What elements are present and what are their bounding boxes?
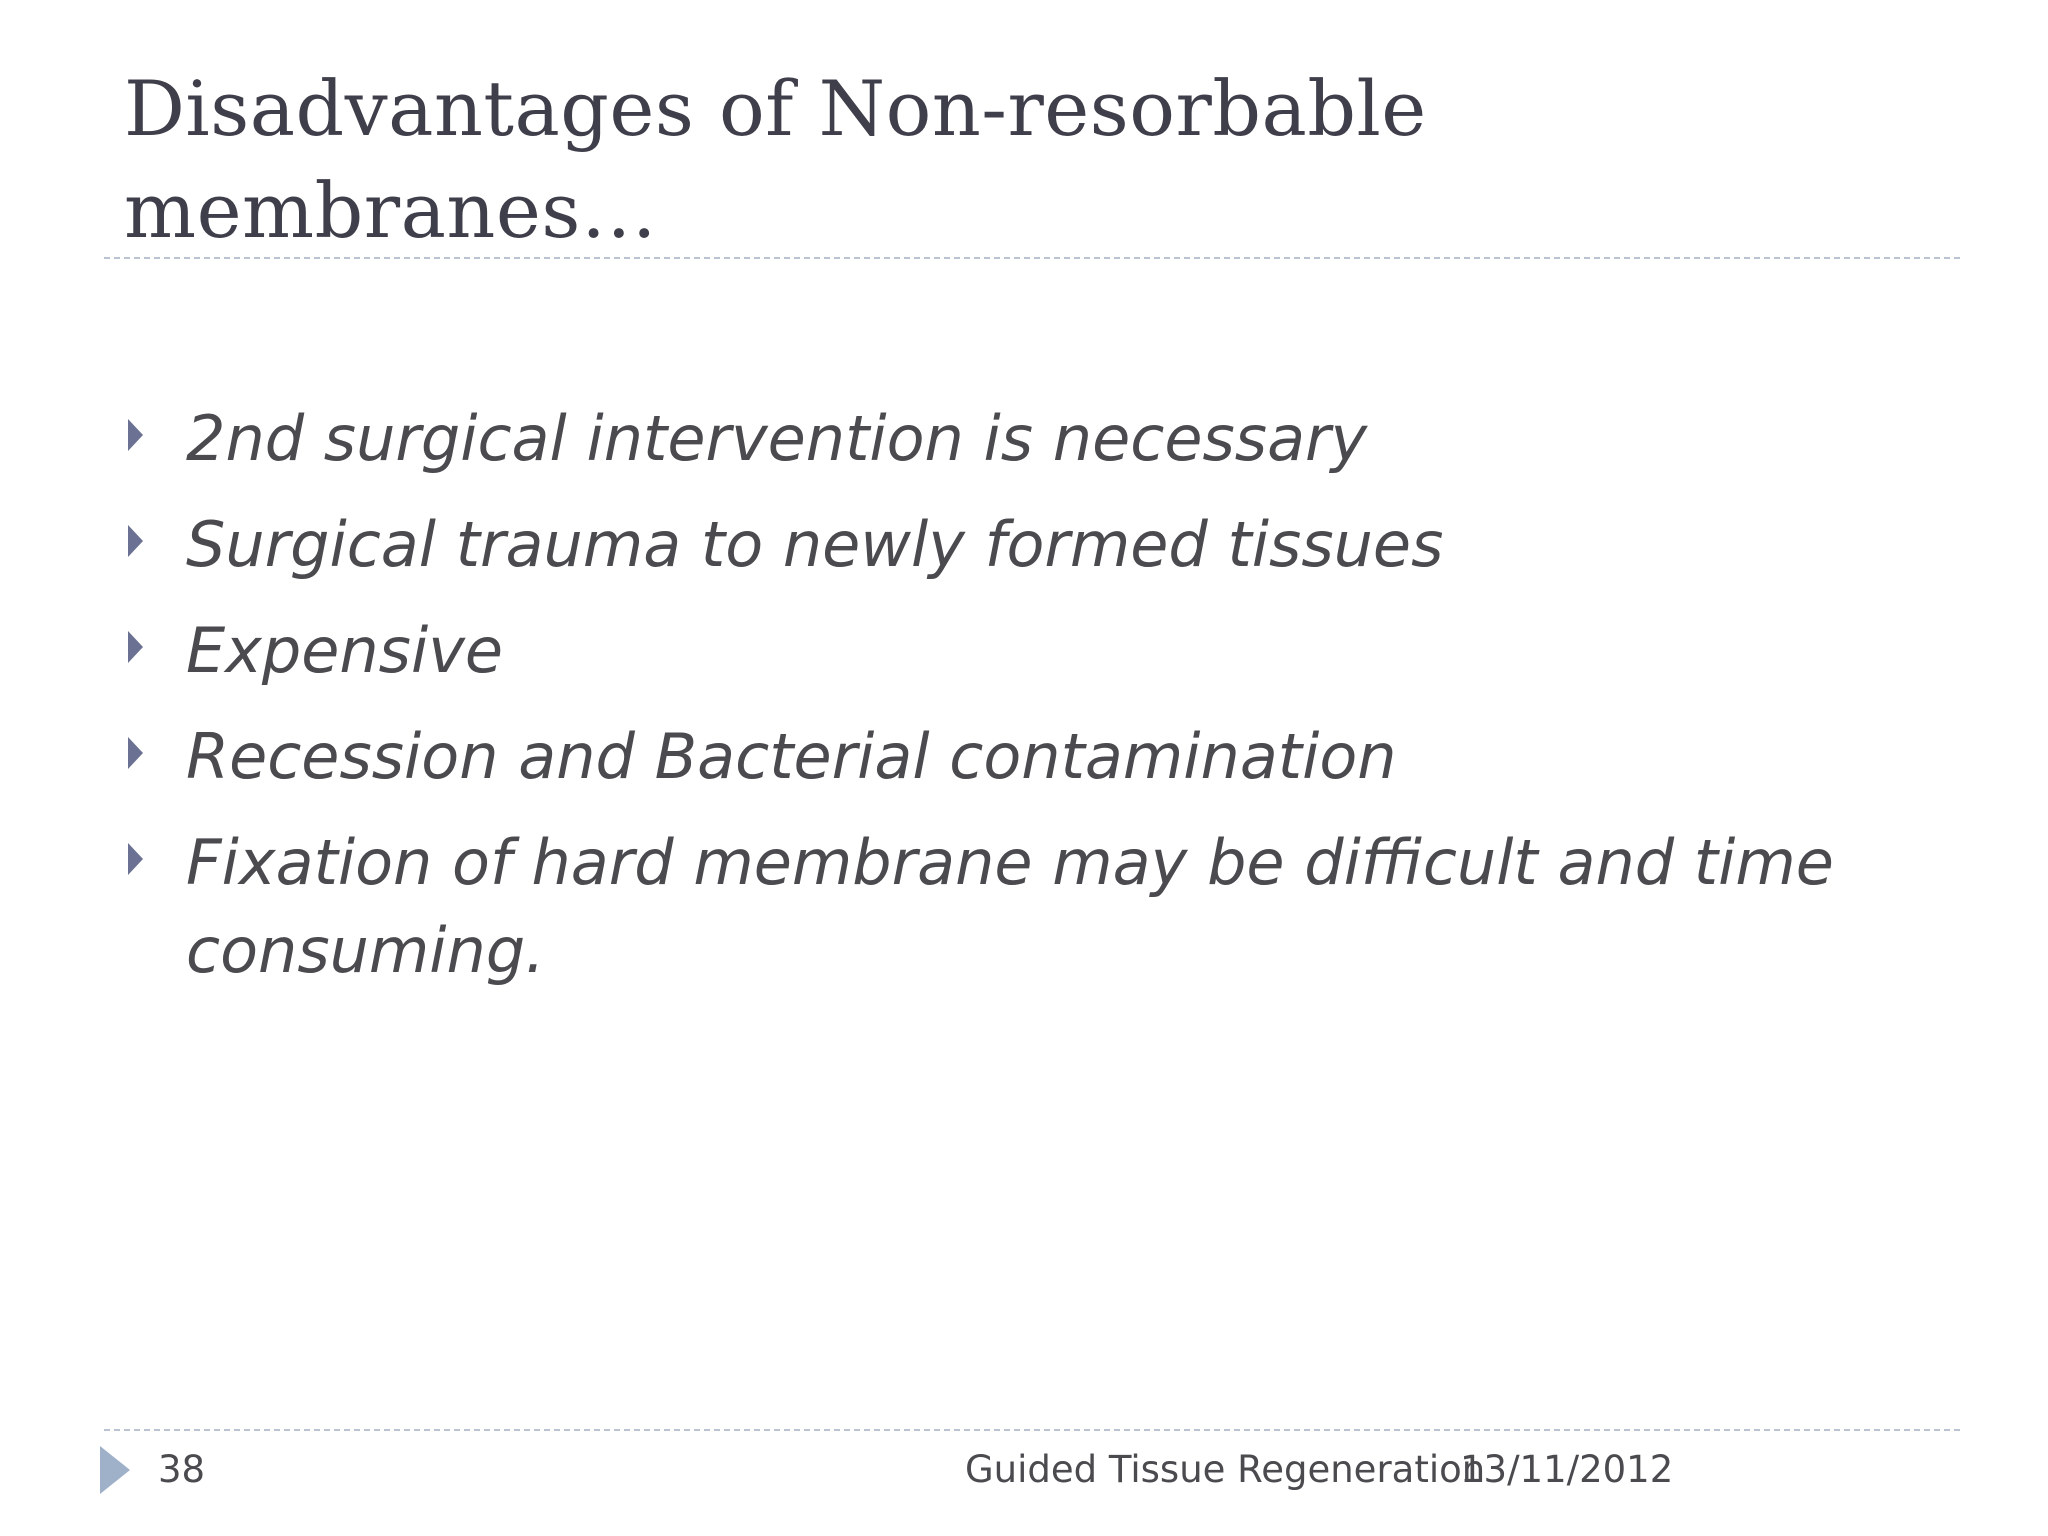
bullet-text: 2nd surgical intervention is necessary [186,402,1368,475]
title-divider [104,257,1960,259]
bullet-item [124,819,1904,995]
footer-presentation-title: Guided Tissue Regeneration [965,1448,1486,1491]
slide-title-line-1: Disadvantages of Non-resorbable [124,64,1427,153]
triangle-right-icon [128,631,143,663]
slide-title [124,58,1924,262]
bullet-item [124,395,1904,483]
bullet-text: Expensive [186,614,504,687]
bullet-item [124,607,1904,695]
bullet-list [124,395,1904,1013]
triangle-right-icon [128,843,143,875]
slide-title-line-2: membranes… [124,166,658,255]
bullet-text: Fixation of hard membrane may be difficult and time consuming. [186,826,1834,987]
bullet-item [124,501,1904,589]
bullet-item [124,713,1904,801]
triangle-right-icon [128,525,143,557]
triangle-right-icon [128,737,143,769]
bullet-text: Recession and Bacterial contamination [186,720,1397,793]
bullet-text: Surgical trauma to newly formed tissues [186,508,1444,581]
triangle-right-icon [100,1446,130,1494]
footer-date: 13/11/2012 [1460,1448,1674,1491]
page-number: 38 [158,1448,206,1491]
footer-divider [104,1429,1960,1431]
triangle-right-icon [128,419,143,451]
